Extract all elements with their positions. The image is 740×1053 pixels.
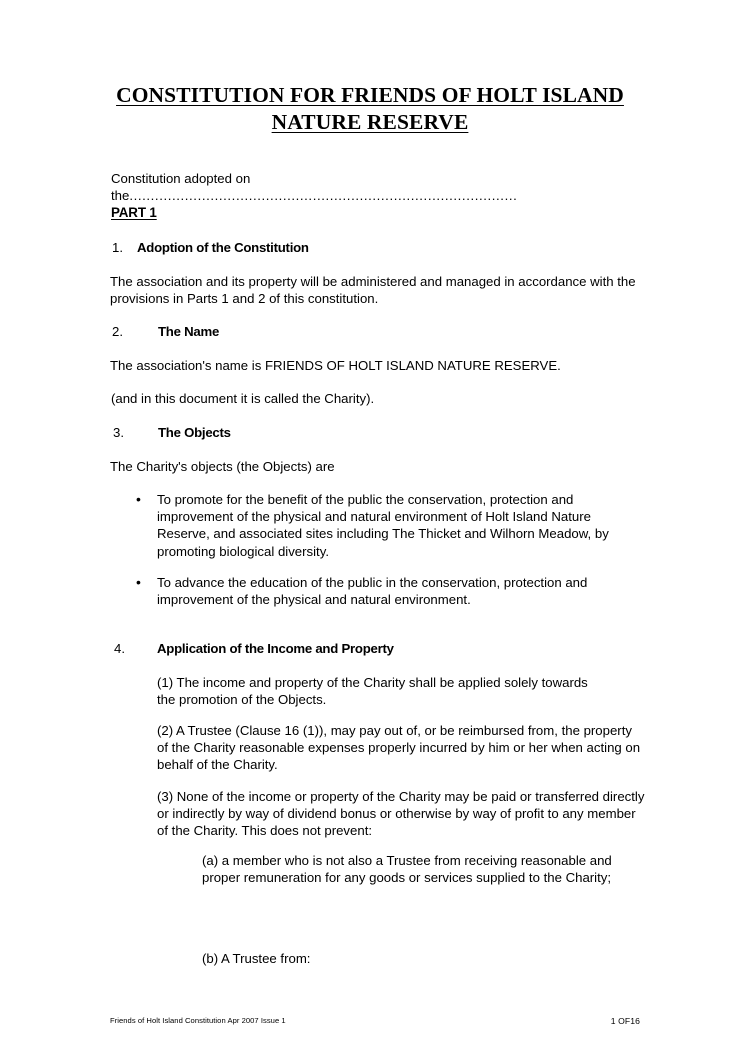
section-heading-2	[112, 324, 219, 339]
adoption-date-blank: ...........................................................................................	[129, 188, 518, 204]
section-heading-1	[112, 240, 309, 255]
footer-page-number: 1 OF16	[610, 1016, 640, 1026]
section-number-1: 1.	[112, 240, 123, 255]
section-subclause-4-b: (b) A Trustee from:	[202, 951, 311, 966]
adoption-date-line	[111, 170, 631, 204]
bullet-text: To promote for the benefit of the public the conservation, protection and improvement of the physical and natural environment of Holt Island Nature Reserve, and associated sites including The Thicket and Wilhorn Meadow, by promoting biological diversity.	[157, 492, 609, 559]
section-number-2: 2.	[112, 324, 123, 339]
section-clause-4-2: (2) A Trustee (Clause 16 (1)), may pay out of, or be reimbursed from, the property of the Charity reasonable expenses properly incurred by him or her when acting on behalf of the Charity.	[157, 723, 641, 773]
section-number-4: 4.	[114, 641, 125, 656]
section-number-3: 3.	[113, 425, 124, 440]
section-paragraph-3: The Charity's objects (the Objects) are	[110, 459, 335, 474]
section-title-4: Application of the Income and Property	[157, 641, 394, 656]
part-heading: PART 1	[111, 205, 157, 220]
section-subclause-4-a: (a) a member who is not also a Trustee from receiving reasonable and proper remuneration for any goods or services supplied to the Charity;	[202, 853, 612, 886]
bullet-icon: •	[136, 491, 141, 507]
footer-document-reference: Friends of Holt Island Constitution Apr 2007 Issue 1	[110, 1016, 286, 1025]
section-title-2: The Name	[158, 324, 220, 339]
section-heading-3	[113, 425, 231, 440]
section-clause-4-1: (1) The income and property of the Charity shall be applied solely towards the promotion of the Objects.	[157, 675, 588, 708]
list-item	[136, 491, 646, 560]
bullet-icon: •	[136, 574, 141, 590]
section-clause-4-3: (3) None of the income or property of the Charity may be paid or transferred directly or indirectly by way of dividend bonus or otherwise by way of profit to any member of the Charity. This does not prevent:	[157, 789, 645, 839]
title-line-2: NATURE RESERVE	[271, 110, 469, 134]
adoption-date-label: Constitution adopted on the	[111, 171, 251, 204]
title-line-1: CONSTITUTION FOR FRIENDS OF HOLT ISLAND	[116, 83, 624, 107]
section-paragraph-2b: (and in this document it is called the Charity).	[111, 391, 375, 406]
section-title-1: Adoption of the Constitution	[137, 240, 309, 255]
list-item	[136, 574, 636, 608]
page-title	[103, 82, 637, 136]
section-title-3: The Objects	[158, 425, 231, 440]
bullet-text: To advance the education of the public in the conservation, protection and improvement of the physical and natural environment.	[157, 575, 588, 608]
section-heading-4	[114, 641, 394, 656]
section-paragraph-2: The association's name is FRIENDS OF HOLT ISLAND NATURE RESERVE.	[110, 358, 561, 373]
section-paragraph-1: The association and its property will be administered and managed in accordance with the provisions in Parts 1 and 2 of this constitution.	[110, 274, 636, 307]
